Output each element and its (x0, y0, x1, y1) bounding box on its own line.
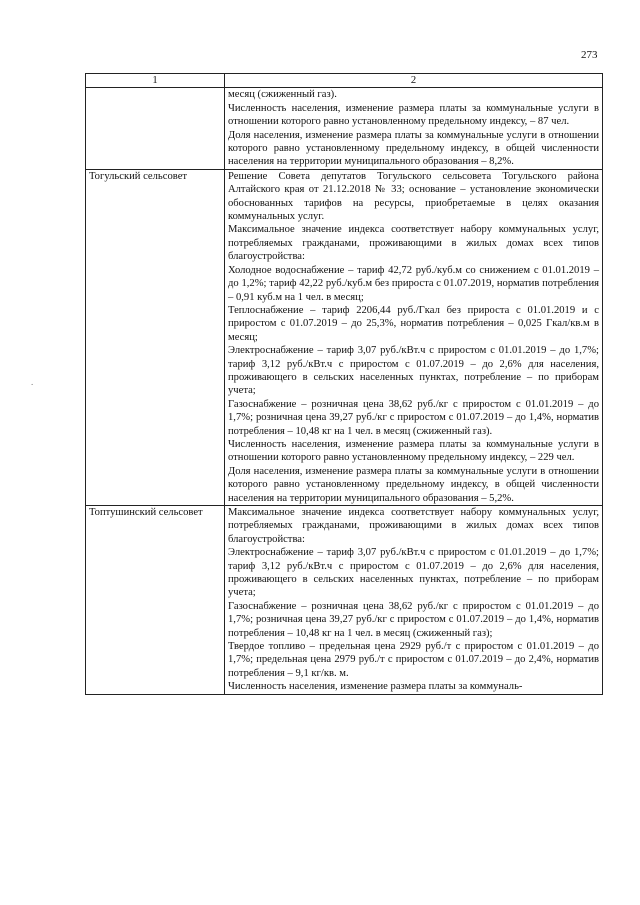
paragraph: Холодное водоснабжение – тариф 42,72 руб./куб.м со снижением с 01.01.2019 – до 1,2%; тариф 42,22 руб./куб.м без прироста с 01.07.2019, норматив потребления – 0,91 куб.м на 1 чел. в месяц; (228, 264, 599, 303)
table-row (86, 169, 603, 505)
paragraph: Численность населения, изменение размера платы за коммуналь- (228, 681, 523, 693)
table-row (86, 506, 603, 695)
paragraph: Максимальное значение индекса соответствует набору коммунальных услуг, потребляемых гражданами, проживающими в жилых домах всех типов благоустройства: (228, 507, 599, 545)
table-header-row (86, 74, 603, 88)
paragraph: Теплоснабжение – тариф 2206,44 руб./Гкал без прироста с 01.01.2019 и с приростом с 01.07.2019 – до 25,3%, норматив потребления – 0,025 Гкал/кв.м в месяц; (228, 304, 599, 343)
paragraph: Газоснабжение – розничная цена 38,62 руб./кг с приростом с 01.01.2019 – до 1,7%; розничная цена 39,27 руб./кг с приростом с 01.07.2019 – до 1,4%, норматив потребления – 10,48 кг на 1 чел. в месяц (сжиженный газ). (228, 398, 599, 437)
tariff-description (225, 88, 603, 169)
column-header-1: 1 (86, 74, 225, 88)
paragraph: месяц (сжиженный газ). (228, 89, 337, 101)
tariff-description (225, 169, 603, 505)
paragraph: Газоснабжение – розничная цена 38,62 руб./кг с приростом с 01.01.2019 – до 1,7%; розничная цена 39,27 руб./кг с приростом с 01.07.2019 – до 1,4%, норматив потребления – 10,48 кг на 1 чел. в месяц (сжиженный газ); (228, 600, 599, 639)
page-number: 273 (581, 49, 598, 61)
table-body (86, 88, 603, 694)
paragraph: Численность населения, изменение размера платы за коммунальные услуги в отношении которого равно установленному предельному индексу, – 229 чел. (228, 438, 599, 464)
municipality-name: Топтушинский сельсовет (86, 506, 225, 695)
paragraph: Доля населения, изменение размера платы за коммунальные услуги в отношении которого равно установленному предельному индексу, в общей численности населения на территории муниципального образования – 8,2%. (228, 129, 599, 168)
municipality-name (86, 88, 225, 169)
table-row (86, 88, 603, 169)
stray-mark: . (31, 377, 34, 387)
municipality-name: Тогульский сельсовет (86, 169, 225, 505)
paragraph: Электроснабжение – тариф 3,07 руб./кВт.ч с приростом с 01.01.2019 – до 1,7%; тариф 3,12 руб./кВт.ч с приростом с 01.07.2019 – до 2,6% для населения, проживающего в сельских населенных пунктах, потребление – по приборам учета; (228, 547, 599, 599)
column-header-2: 2 (225, 74, 603, 88)
tariff-table (85, 73, 603, 695)
paragraph: Численность населения, изменение размера платы за коммунальные услуги в отношении которого равно установленному предельному индексу, – 87 чел. (228, 102, 599, 128)
paragraph: Максимальное значение индекса соответствует набору коммунальных услуг, потребляемых гражданами, проживающими в жилых домах всех типов благоустройства: (228, 224, 599, 263)
paragraph: Электроснабжение – тариф 3,07 руб./кВт.ч с приростом с 01.01.2019 – до 1,7%; тариф 3,12 руб./кВт.ч с приростом с 01.07.2019 – до 2,6% для населения, проживающего в сельских населенных пунктах, потребление – по приборам учета; (228, 345, 599, 397)
paragraph: Твердое топливо – предельная цена 2929 руб./т с приростом с 01.01.2019 – до 1,7%; предельная цена 2979 руб./т с приростом с 01.07.2019 – до 2,4%, норматив потребления – 9,1 кг/кв. м. (228, 641, 599, 679)
tariff-description (225, 506, 603, 695)
paragraph: Решение Совета депутатов Тогульского сельсовета Тогульского района Алтайского края от 21.12.2018 № 33; основание – установление экономически обоснованных тарифов на ресурсы, приобретаемые в целях оказания коммунальных услуг. (228, 170, 599, 223)
paragraph: Доля населения, изменение размера платы за коммунальные услуги в отношении которого равно установленному предельному индексу, в общей численности населения на территории муниципального образования – 5,2%. (228, 465, 599, 504)
